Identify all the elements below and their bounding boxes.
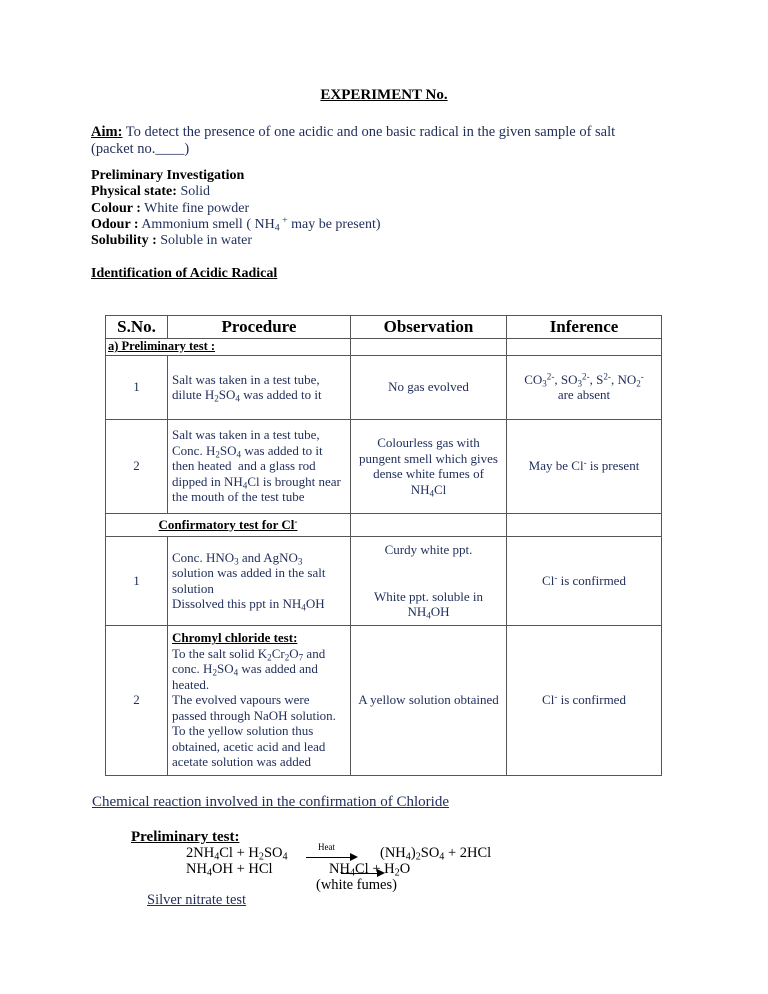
aim-paragraph <box>91 124 691 157</box>
table-row <box>106 625 662 775</box>
colour-line <box>91 201 381 217</box>
physical-state-value: Solid <box>176 184 211 200</box>
reactions-preliminary-label: Preliminary test: <box>131 829 240 845</box>
observation-curdy: Curdy white ppt. <box>384 541 473 557</box>
row-sno: 2 <box>106 625 168 775</box>
row-procedure: Salt was taken in a test tube, dilute $H_2SO_4$ was added to it <box>168 355 351 419</box>
confirmatory-test-label: Confirmatory test for Cl- <box>106 513 351 536</box>
empty-cell <box>351 513 507 536</box>
row-inference: Cl- is confirmed <box>507 625 662 775</box>
odour-sup: + <box>279 215 288 226</box>
row-sno: 1 <box>106 536 168 625</box>
experiment-table <box>105 315 662 776</box>
table-row <box>106 419 662 513</box>
aim-label: Aim: <box>91 124 123 140</box>
empty-cell <box>507 513 662 536</box>
row-inference: $CO_3^{2-}$, $SO_3^{2-}$, $S^{2-}$, $NO_2^-$ are absent <box>507 355 662 419</box>
confirmatory-test-row <box>106 513 662 536</box>
physical-state-line <box>91 184 381 200</box>
odour-text: Ammonium smell ( NH <box>138 216 275 232</box>
odour-label: Odour : <box>91 216 139 232</box>
row-sno: 2 <box>106 419 168 513</box>
heat-label: Heat <box>318 842 335 852</box>
empty-cell <box>507 339 662 356</box>
header-observation: Observation <box>351 316 507 339</box>
white-fumes-note: (white fumes) <box>316 877 397 893</box>
preliminary-test-row <box>106 339 662 356</box>
chromyl-chloride-title: Chromyl chloride test: <box>172 630 298 646</box>
odour-text-post: may be present) <box>287 216 381 232</box>
observation-soluble: White ppt. soluble in $NH_4OH$ <box>373 588 484 621</box>
odour-value <box>139 217 381 232</box>
odour-sub: 4 <box>274 222 280 234</box>
header-procedure: Procedure <box>168 316 351 339</box>
preliminary-investigation <box>91 168 381 249</box>
acidic-radical-heading: Identification of Acidic Radical <box>91 266 278 281</box>
reactions-heading: Chemical reaction involved in the confirmation of Chloride <box>92 794 449 810</box>
solubility-line <box>91 233 381 249</box>
colour-label: Colour : <box>91 200 141 216</box>
row-observation: No gas evolved <box>351 355 507 419</box>
header-sno: S.No. <box>106 316 168 339</box>
row-observation: Colourless gas with pungent smell which gives dense white fumes of $NH_4Cl$ <box>351 419 507 513</box>
silver-nitrate-test-label: Silver nitrate test <box>147 892 247 908</box>
equation-1-lhs: $2NH_4Cl + H_2SO_4$ <box>186 845 288 863</box>
header-inference: Inference <box>507 316 662 339</box>
colour-value: White fine powder <box>140 200 250 216</box>
row-procedure: Salt was taken in a test tube, Conc. $H_2SO_4$ was added to it then heated and a glass rod dipped in $NH_4Cl$ is brought near the mouth of the test tube <box>168 419 351 513</box>
preliminary-investigation-heading: Preliminary Investigation <box>91 168 245 183</box>
row-procedure <box>168 625 351 775</box>
table-row <box>106 355 662 419</box>
row-observation <box>351 536 507 625</box>
row-inference: Cl- is confirmed <box>507 536 662 625</box>
row-observation: A yellow solution obtained <box>351 625 507 775</box>
solubility-value: Soluble in water <box>156 233 253 249</box>
preliminary-test-label: a) Preliminary test : <box>106 339 351 356</box>
packet-number: (packet no.____) <box>91 140 190 157</box>
solubility-label: Solubility : <box>91 233 157 249</box>
odour-line <box>91 217 381 233</box>
table-header-row <box>106 316 662 339</box>
physical-state-label: Physical state: <box>91 184 177 200</box>
empty-cell <box>351 339 507 356</box>
chromyl-procedure-text: To the salt solid $K_2Cr_2O_7$ and conc. $H_2SO_4$ was added and heated. The evolved vapours were passed through NaOH solution. To the yellow solution thus obtained, acetic acid and lead acetate solution was added <box>172 645 336 770</box>
equation-1-rhs: $(NH_4)_2SO_4 + 2HCl$ <box>380 845 492 863</box>
row-procedure: Conc. $HNO_3$ and AgNO$_3$ solution was added in the salt solution Dissolved this ppt in $NH_4OH$ <box>168 536 351 625</box>
row-sno: 1 <box>106 355 168 419</box>
aim-text: To detect the presence of one acidic and one basic radical in the given sample of salt <box>122 124 616 140</box>
experiment-title: EXPERIMENT No. <box>320 87 448 103</box>
table-row <box>106 536 662 625</box>
row-inference: May be Cl- is present <box>507 419 662 513</box>
equation-2-rhs: $NH_4Cl + H_2O$ <box>329 861 411 879</box>
equation-2-lhs: $NH_4OH$ + HCl <box>186 861 273 879</box>
